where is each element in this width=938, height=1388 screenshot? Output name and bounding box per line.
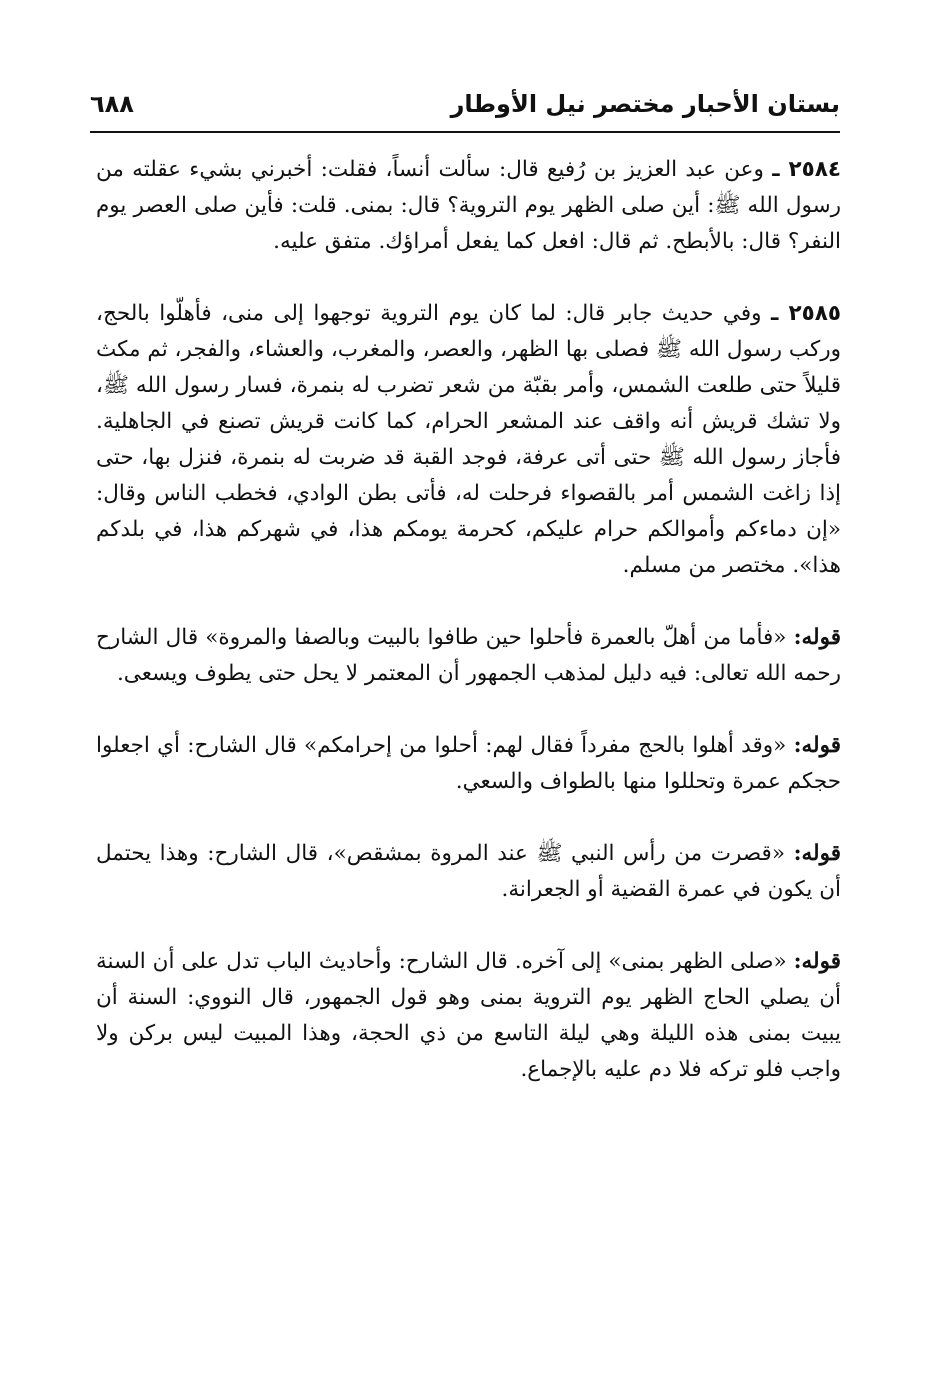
commentary-text: «صلى الظهر بمنى» إلى آخره. قال الشارح: وأحاديث الباب تدل على أن السنة أن يصلي الحاج الظهر يوم التروية بمنى وهو قول الجمهور، قال النووي: السنة أن يبيت بمنى هذه الليلة وهي ليلة التاسع من ذي الحجة، وهذا المبيت ليس بركن ولا واجب فلو تركه فلا دم عليه بالإجماع. xyxy=(96,949,841,1082)
book-title: بستان الأحبار مختصر نيل الأوطار xyxy=(450,90,840,118)
commentary-text: «قصرت من رأس النبي ﷺ عند المروة بمشقص»، قال الشارح: وهذا يحتمل أن يكون في عمرة القضية أو الجعرانة. xyxy=(96,841,841,902)
hadith-text: وعن عبد العزيز بن رُفيع قال: سألت أنساً، فقلت: أخبرني بشيء عقلته من رسول الله ﷺ: أين صلى الظهر يوم التروية؟ قال: بمنى. قلت: فأين صلى العصر يوم النفر؟ قال: بالأبطح. ثم قال: افعل كما يفعل أمراؤك. متفق عليه. xyxy=(96,157,841,254)
header-rule xyxy=(90,131,840,133)
commentary-paragraph xyxy=(96,728,841,800)
commentary-text: «فأما من أهلّ بالعمرة فأحلوا حين طافوا بالبيت وبالصفا والمروة» قال الشارح رحمه الله تعالى: فيه دليل لمذهب الجمهور أن المعتمر لا يحل حتى يطوف ويسعى. xyxy=(96,625,841,686)
hadith-number: ٢٥٨٤ ـ xyxy=(772,157,841,182)
commentary-lead: قوله: xyxy=(793,949,841,974)
hadith-text: وفي حديث جابر قال: لما كان يوم التروية توجهوا إلى منى، فأهلّوا بالحج، وركب رسول الله ﷺ فصلى بها الظهر، والعصر، والمغرب، والعشاء، والفجر، ثم مكث قليلاً حتى طلعت الشمس، وأمر بقبّة من شعر تضرب له بنمرة، فسار رسول الله ﷺ، ولا تشك قريش أنه واقف عند المشعر الحرام، كما كانت قريش تصنع في الجاهلية. فأجاز رسول الله ﷺ حتى أتى عرفة، فوجد القبة قد ضربت له بنمرة، فنزل بها، حتى إذا زاغت الشمس أمر بالقصواء فرحلت له، فأتى بطن الوادي، فخطب الناس وقال: «إن دماءكم وأموالكم حرام عليكم، كحرمة يومكم هذا، في شهركم هذا، في بلدكم هذا». مختصر من مسلم. xyxy=(96,301,841,578)
page-body xyxy=(96,152,841,1124)
hadith-number: ٢٥٨٥ ـ xyxy=(771,301,841,326)
hadith-2584 xyxy=(96,152,841,260)
commentary-text: «وقد أهلوا بالحج مفرداً فقال لهم: أحلوا من إحرامكم» قال الشارح: أي اجعلوا حجكم عمرة وتحللوا منها بالطواف والسعي. xyxy=(96,733,841,794)
commentary-paragraph xyxy=(96,944,841,1088)
commentary-lead: قوله: xyxy=(793,841,841,866)
commentary-paragraph xyxy=(96,836,841,908)
hadith-2585 xyxy=(96,296,841,584)
running-header xyxy=(90,84,840,128)
commentary-paragraph xyxy=(96,620,841,692)
page-number: ٦٨٨ xyxy=(90,90,134,118)
commentary-lead: قوله: xyxy=(793,625,841,650)
commentary-lead: قوله: xyxy=(793,733,841,758)
